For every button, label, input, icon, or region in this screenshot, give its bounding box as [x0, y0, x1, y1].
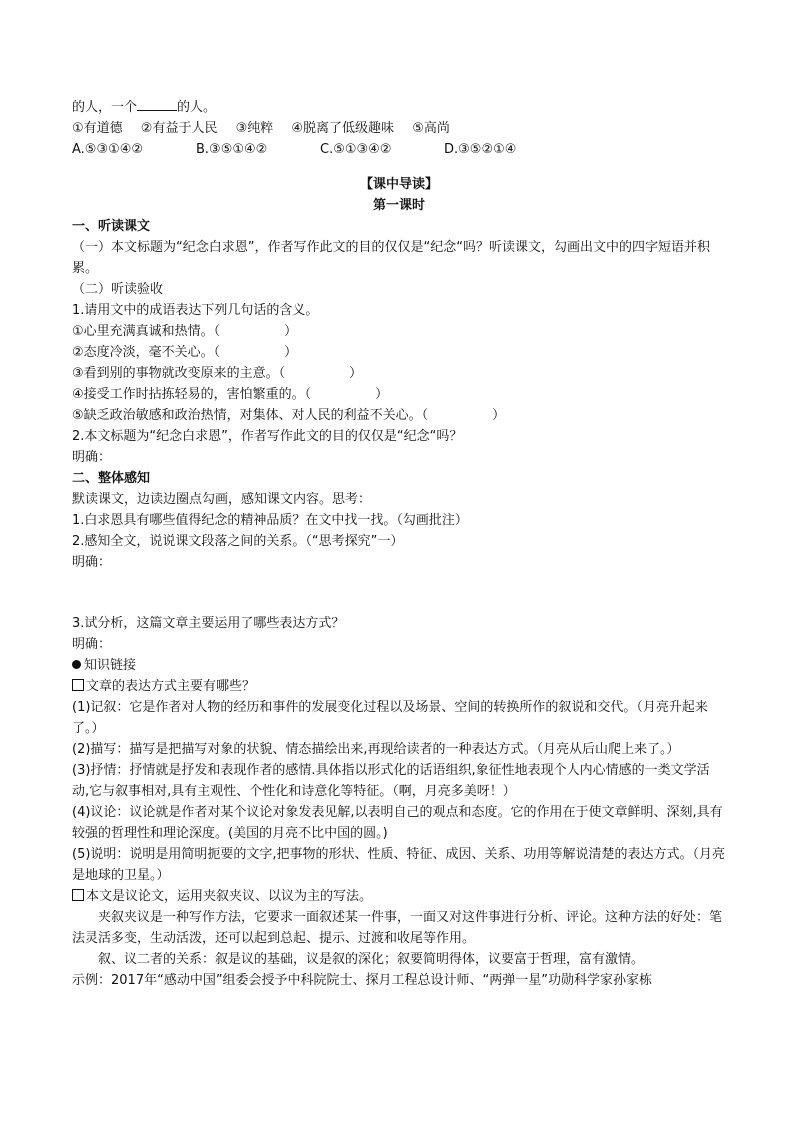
method-title-text: 本文是议论文，运用夹叙夹议、以议为主的写法。	[86, 889, 373, 904]
checkbox-square-icon	[72, 679, 84, 691]
worksheet-page	[72, 96, 726, 991]
choice-b[interactable]: B.③⑤①④②	[196, 142, 268, 157]
choice-a[interactable]: A.⑤③①④②	[72, 142, 144, 157]
idiom-item-text: ⑤缺乏政治敏感和政治热情，对集体、对人民的利益不关心。（	[72, 408, 429, 423]
knowledge-link	[72, 655, 726, 676]
option-item: ①有道德	[72, 121, 123, 136]
bullet-dot-icon	[72, 660, 81, 669]
idiom-item	[72, 405, 726, 426]
option-item: ②有益于人民	[140, 121, 218, 136]
paren-close: ）	[375, 387, 389, 402]
knowledge-question	[72, 676, 726, 697]
part2-heading: 二、整体感知	[72, 471, 151, 486]
idiom-item	[72, 363, 726, 384]
part1-subheading: （二）听读验收	[72, 282, 164, 297]
method-title	[72, 886, 726, 907]
option-list	[72, 118, 726, 139]
choice-d[interactable]: D.③⑤②①④	[444, 142, 517, 157]
part2-question-1: 1.白求恩具有哪些值得纪念的精神品质？在文中找一找。（勾画批注）	[72, 513, 468, 528]
part1-heading: 一、听读课文	[72, 219, 151, 234]
paren-close: ）	[284, 345, 298, 360]
method-paragraph: 夹叙夹议是一种写作方法，它要求一面叙述某一件事，一面又对这件事进行分析、评论。这种方法的好处：笔法灵活多变，生动活泼，还可以起到总起、提示、过渡和收尾等作用。	[72, 910, 723, 946]
expression-item: (4)议论：议论就是作者对某个议论对象发表见解,以表明自己的观点和态度。它的作用在于使文章鲜明、深刻,具有较强的哲理性和理论深度。(美国的月亮不比中国的圆。)	[72, 805, 723, 841]
idiom-item-text: ④接受工作时拈拣轻易的，害怕繁重的。（	[72, 387, 312, 402]
relation-paragraph: 叙、议二者的关系：叙是议的基础，议是叙的深化；叙要简明得体，议要富于哲理，富有激情。	[98, 952, 645, 967]
idiom-item-text: ③看到别的事物就改变原来的主意。（	[72, 366, 286, 381]
expression-item: (3)抒情：抒情就是抒发和表现作者的感情.具体指以形式化的话语组织,象征性地表现个人内心情感的一类文学活动,它与叙事相对,具有主观性、个性化和诗意化等特征。（啊，月亮多美呀！）	[72, 763, 710, 799]
checkbox-square-icon	[72, 889, 84, 901]
knowledge-label: 知识链接	[84, 658, 137, 673]
fill-blank-text-a: 的人，一个	[72, 100, 138, 115]
idiom-item-text: ①心里充满真诚和热情。（	[72, 324, 221, 339]
part1-question-2: 2.本文标题为“纪念白求恩”，作者写作此文的目的仅仅是“纪念“吗？	[72, 429, 463, 444]
example-paragraph: 示例：2017年“感动中国”组委会授予中科院院士、探月工程总设计师、“两弹一星”功勋科学家孙家栋	[72, 973, 653, 988]
section-title: 【课中导读】	[359, 177, 438, 192]
paren-close: ）	[284, 324, 298, 339]
answer-blank[interactable]	[137, 96, 177, 111]
paren-close: ）	[492, 408, 506, 423]
fill-blank-line	[72, 96, 726, 118]
choice-list	[72, 139, 726, 160]
part2-question-3: 3.试分析，这篇文章主要运用了哪些表达方式？	[72, 616, 345, 631]
paren-close: ）	[349, 366, 363, 381]
part2-intro: 默读课文，边读边圈点勾画，感知课文内容。思考：	[72, 492, 372, 507]
option-item: ③纯粹	[235, 121, 274, 136]
knowledge-question-text: 文章的表达方式主要有哪些？	[86, 679, 256, 694]
idiom-item	[72, 342, 726, 363]
expression-item: (1)记叙：它是作者对人物的经历和事件的发展变化过程以及场景、空间的转换所作的叙说和交代。（月亮升起来了。）	[72, 700, 708, 736]
choice-c[interactable]: C.⑤①③④②	[320, 142, 392, 157]
part2-question-2: 2.感知全文，说说课文段落之间的关系。（“思考探究”一）	[72, 534, 404, 549]
idiom-item	[72, 384, 726, 405]
answer-label: 明确：	[72, 450, 112, 465]
idiom-item	[72, 321, 726, 342]
option-item: ④脱离了低级趣味	[291, 121, 395, 136]
answer-label: 明确：	[72, 637, 112, 652]
idiom-item-text: ②态度冷淡，毫不关心。（	[72, 345, 221, 360]
expression-item: (5)说明：说明是用简明扼要的文字,把事物的形状、性质、特征、成因、关系、功用等解说清楚的表达方式。（月亮是地球的卫星。）	[72, 847, 726, 883]
part1-question-1: 1.请用文中的成语表达下列几句话的含义。	[72, 303, 319, 318]
part1-paragraph: （一）本文标题为“纪念白求恩”，作者写作此文的目的仅仅是“纪念“吗？听读课文，勾画出文中的四字短语并积累。	[72, 240, 710, 276]
fill-blank-text-b: 的人。	[177, 100, 217, 115]
lesson-title: 第一课时	[372, 198, 425, 213]
option-item: ⑤高尚	[412, 121, 450, 136]
answer-label: 明确：	[72, 555, 112, 570]
expression-item: (2)描写：描写是把描写对象的状貌、情态描绘出来,再现给读者的一种表达方式。（月亮从后山爬上来了。）	[72, 742, 680, 757]
